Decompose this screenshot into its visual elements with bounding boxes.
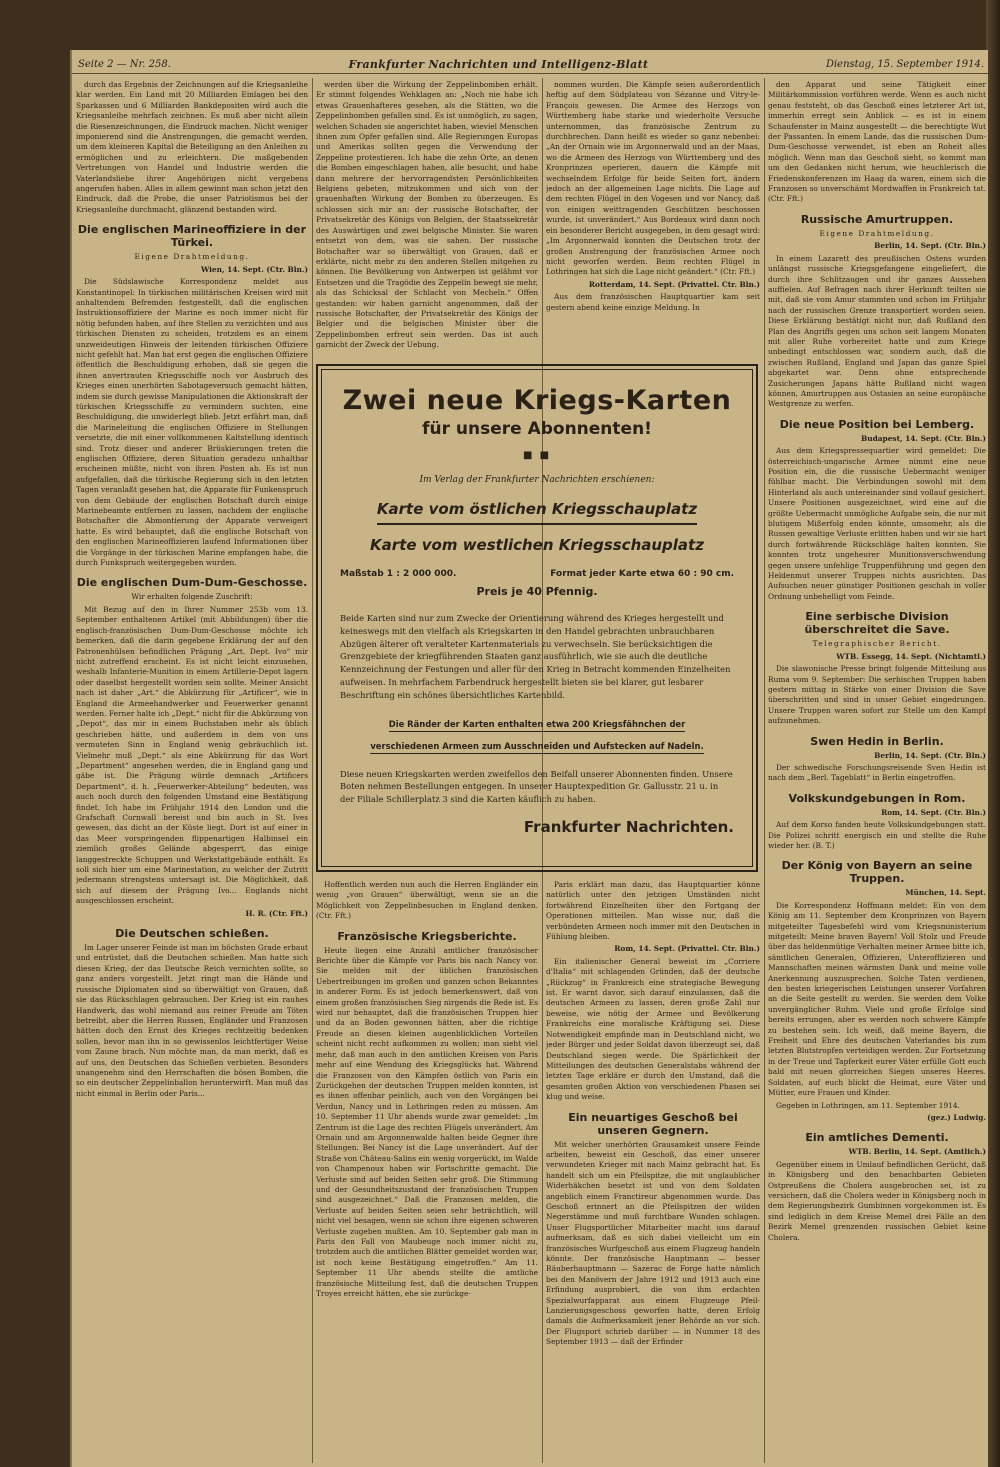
dateline: WTB. Essegg, 14. Sept. (Nichtamtl.) <box>836 651 986 661</box>
article-continuation: Hoffentlich werden nun auch die Herren Engländer ein wenig „von Grauen“ überwältigt, wenn sie an die Möglichkeit von Zeppelinbesuchen in England denken. (Ctr. Fft.) <box>316 880 538 921</box>
ad-price: Preis je 40 Pfennig. <box>476 585 598 598</box>
article-body: Die Korrespondenz Hoffmann meldet: Ein von dem König am 11. September dem Kronprinzen von Bayern mitgeteilter Tagesbefehl wird vom Kriegsministerium mitgeteilt: Meine braven Bayern! Voll Stolz und Freude über das heldenmütige Verhalten meiner Armee bitte ich, sämtlichen Generalen, Offizieren, Unteroffizieren und Mannschaften meinen wärmsten Dank und meine volle Anerkennung auszusprechen. Solche Taten verdienen, den besten kriegerischen Leistungen unserer Vorfahren an die Seite gestellt zu werden. Sie werden dem Volke unvergänglicher Ruhm. Viele und große Erfolge sind bereits errungen, aber es werden noch schwere Kämpfe zu bestehen sein. Ich weiß, daß meine Bayern, die Freiheit und Ehre des deutschen Vaterlandes bis zum letzten Blutstropfen verteidigen werden. Zur Fortsetzung in der Treue und Tapferkeit eurer Väter erfülle Gott euch bald mit neuen glorreichen Siegen unseres Heeres. Soldaten, auf euch blickt die Heimat, eure Väter und Mütter, eure Frauen und Kinder. <box>768 900 986 1098</box>
article-body: Der schwedische Forschungsreisende Sven Hedin ist nach dem „Berl. Tageblatt“ in Berlin eingetroffen. <box>768 762 986 783</box>
dateline: Budapest, 14. Sept. (Ctr. Bln.) <box>860 433 986 443</box>
dateline: Rotterdam, 14. Sept. (Privattel. Ctr. Bln.) <box>588 279 760 289</box>
wire-label: Eigene Drahtmeldung. <box>134 252 250 262</box>
dateline: Berlin, 14. Sept. (Ctr. Bln.) <box>874 241 986 251</box>
article-body: Mit welcher unerhörten Grausamkeit unsere Feinde arbeiten, beweist ein Geschoß, das einer unserer verwundeten Krieger mit nach Mainz gebracht hat. Es handelt sich um ein Pfeilspitze, die mit unglaublicher Widerhäkchen besetzt ist und von dem Soldaten angeblich einem Franctireur abgenommen wurde. Das Geschoß erinnert an die Pfeilspitzen der wilden Negerstämme und muß furchtbare Wunden schlagen. Unser Flugsportlicher Mitarbeiter macht uns darauf aufmerksam, daß es sich dabei vielleicht um ein französisches Wurfgeschoß aus einem Flugzeug handeln könnte. Der französische Hauptmann — besser Räuberhauptmann — Sazerac de Forge hatte nämlich bei den Manövern der Jahre 1912 und 1913 auch eine Erfindung ausprobiert, die von ihm erdachten Spezialwurfapparat aus einem Flugzeuge Pfeil-Lanzierungsgeschoss geworfen hatte, deren Erfolg damals die Aufmerksamkeit jener Behörde an vor sich. Der Flugsport schrieb darüber — in Nummer 18 des September 1913 — daß der Erfinder <box>546 1139 760 1347</box>
article-continuation: werden über die Wirkung der Zeppelinbomben erhält. Er stimmt folgendes Wehklagen an: „Noch nie habe ich etwas Grauenhafteres gesehen, als die Stätten, wo die Zeppelinbomben gefallen sind. Es ist unmöglich, zu sagen, welchen Schaden sie angerichtet haben, wieviel Menschen ihnen zum Opfer gefallen sind. Alle Regierungen Europas und Amerikas sollten gegen die Verwendung der Zeppeline protestieren. Ich habe die zehn Orte, an denen die Bomben eingeschlagen haben, alle besucht, und habe dann mehrere der hervorragendsten Persönlichkeiten Belgiens gebeten, mitzukommen und sich von der grauenhaften Wirkung der Bomben zu überzeugen. Es schlossen sich mir an: der russische Botschafter, der Privatsekretär des Königs von Belgien, der Staatssekretär des Auswärtigen und zwei belgische Minister. Sie waren entsetzt von dem, was sie sahen. Der russische Botschafter war so überwältigt von Grauen, daß er erklärte, nicht mehr zu den anderen Stellen mitgehen zu können. Die Bevölkerung von Antwerpen ist gelähmt vor Entsetzen und die Tragödie des Zeppelin bewegt sie mehr, als das Schicksal der Schlacht von Mecheln.“ Offen gestanden: wir haben garnicht angenommen, daß der russische Botschafter, der Privatsekretär des Königs der Belgier und die belgischen Minister über die Zeppelinbomben erfreut sein werden. Das ist auch garnicht der Zweck der Uebung. <box>316 80 538 350</box>
ad-title: Zwei neue Kriegs-Karten <box>342 385 732 416</box>
dateline: Wien, 14. Sept. (Ctr. Bln.) <box>200 264 308 274</box>
header-page-number: Seite 2 — Nr. 258. <box>78 59 171 70</box>
ad-signature: Frankfurter Nachrichten. <box>523 817 734 836</box>
column-4 <box>768 80 986 1465</box>
article-body: Gegenüber einem in Umlauf befindlichen Gerücht, daß in Königsberg und den benachbarten Gebieten Ostpreußens die Cholera ausgebrochen sei, ist zu versichern, daß die Cholera weder in Königsberg noch in dem Regierungsbezirk Gumbinnen vorgekommen ist. Es sind lediglich in dem Kreise Memel drei Fälle an den Bezirk Memel grenzenden russischen Gebiet keine Cholera. <box>768 1159 986 1242</box>
headline-rom: Volkskundgebungen in Rom. <box>788 791 966 805</box>
article-continuation: durch das Ergebnis der Zeichnungen auf die Kriegsanleihe klar werden. Ein Land mit 20 Milliarden Einlagen bei den Sparkassen und 6 Milliarden Bankdepositen wird auch die Kriegsanleihe mehrfach zeichnen. Es muß aber nicht allein die Riesenzeichnungen, die Eindruck machen. Nicht weniger imponierend sind die Anstrengungen, die gemacht werden, um dem kleineren Kapital die Beteiligung an den Anleihen zu ermöglichen und zu erleichtern. Die maßgebenden Vertretungen von Handel und Industrie werden die Vaterlandsliebe ihrer Angehörigen nicht vergebens angerufen haben. Alles in allem gewinnt man schon jetzt den Eindruck, daß die Probe, die unser Patriotismus bei der Kriegsanleihe durchmacht, glänzend bestanden wird. <box>76 80 308 214</box>
ad-publisher-line: Im Verlag der Frankfurter Nachrichten erschienen: <box>419 475 655 485</box>
ad-highlight-1: Die Ränder der Karten enthalten etwa 200 Kriegsfähnchen der <box>389 717 686 732</box>
article-continuation: Paris erklärt man dazu, das Hauptquartier könne natürlich unter den jetzigen Umständen nicht fortwährend Einzelheiten über den Fortgang der Operationen mitteilen. Man wisse nur, daß die verbündeten Armeen noch immer mit den Deutschen in Fühlung bleiben. <box>546 880 760 942</box>
headline-dumdum: Die englischen Dum-Dum-Geschosse. <box>76 576 308 590</box>
book-spine <box>986 0 1000 1467</box>
article-body: Die Südslawische Korrespondenz meldet aus Konstantinopel: In türkischen militärischen Kreisen wird mit anhaltendem Befremden festgestellt, daß die englischen Instruktionsoffiziere der Marine es noch immer nicht für nötig befunden haben, auf ihre Stellen zu verzichten und aus türkischen Diensten zu scheiden, trotzdem es an einem unzweideutigen Hinweis der leitenden türkischen Offiziere nicht gefehlt hat. Man hat erst gegen die englischen Offiziere öffentlich die Beschuldigung erhoben, daß sie gegen die ihnen anvertrauten Kriegsschiffe noch vor Ausbruch des Krieges einen unerhörten Sabotageversuch gemacht hätten, indem sie durch gewisse Manipulationen die Aktionskraft der türkischen Kriegsschiffe zu vermindern suchten, eine Beschuldigung, die unwiderlegt blieb. Jetzt erfährt man, daß die Marineleitung die englischen Offiziere in Stellungen versetzte, die mit einer vollkommenen Kaltstellung identisch sind. Trotz dieser und anderer Brüskierungen treten die englischen Offiziere, deren Situation geradezu unhaltbar erscheinen müßte, nicht von ihren Posten ab. Es ist nun aufgefallen, daß die türkische Regierung sich in den letzten Tagen veranlaßt gesehen hat, die Apparate für Funkenspruch von dem Gebäude der englischen Botschaft durch einige Marinebeamte entfernen zu lassen, nachdem der englische Botschafter die Abmontierung der Apparate verweigert hatte. Es wird behauptet, daß die englische Botschaft von den englischen Marineoffizieren laufend Informationen über die Vorgänge in der türkischen Marine empfangen habe, die durch Funkspruch weitergegeben wurden. <box>76 277 308 568</box>
ad-scale: Maßstab 1 : 2 000 000. <box>340 569 457 579</box>
dateline: Rom, 14. Sept. (Ctr. Bln.) <box>881 807 986 817</box>
column-1 <box>76 80 308 1465</box>
signature: H. R. (Ctr. Fft.) <box>245 908 308 918</box>
article-continuation: nommen wurden. Die Kämpfe seien außerordentlich heftig auf dem Südplateau von Sézanne und Vitry-le-François gewesen. Die Armee des Herzogs von Württemberg habe starke und wiederholte Versuche unternommen, das französische Zentrum zu durchbrechen. Dann heißt es wieder so ganz nebenbei: „An der Ornain wie im Argonnerwald und an der Maas, wo die Armeen des Herzogs von Württemberg und des Kronprinzen operieren, dauern die Kämpfe mit wechselndem Erfolge für beide Seiten fort, ändern jedoch an der allgemeinen Lage nichts. Die Lage auf dem rechten Flügel in den Vogesen und vor Nancy, daß von einigen weittragenden Geschützen beschossen wurde, ist unverändert.“ Aus Bordeaux wird dann noch ein besonderer Bericht ausgegeben, in dem gesagt wird: „Im Argonnerwald konnten die Deutschen trotz der großen Anstrengung der französischen Armee noch nicht geworfen werden. Beim rechten Flügel in Lothringen hat sich die Lage nicht geändert.“ (Ctr. Fft.) <box>546 80 760 277</box>
column-rule <box>764 78 765 1463</box>
article-lead: Wir erhalten folgende Zuschrift: <box>131 592 253 602</box>
column-rule <box>312 78 313 1463</box>
headline-deutschen-schiessen: Die Deutschen schießen. <box>115 927 269 941</box>
ad-map-west: Karte vom westlichen Kriegsschauplatz <box>370 536 704 554</box>
headline-kriegsberichte: Französische Kriegsberichte. <box>337 929 517 943</box>
headline-geschoss: Ein neuartiges Geschoß bei unseren Gegnern. <box>568 1110 738 1137</box>
column-2-bottom <box>316 880 538 1465</box>
headline-dementi: Ein amtliches Dementi. <box>805 1131 949 1145</box>
column-3-top <box>546 80 760 362</box>
headline-lemberg: Die neue Position bei Lemberg. <box>779 417 975 431</box>
page-header <box>72 56 988 74</box>
headline-swen-hedin: Swen Hedin in Berlin. <box>810 734 944 748</box>
headline-amurtruppen: Russische Amurtruppen. <box>800 212 954 226</box>
headline-serbische-division: Eine serbische Division überschreitet die Save. <box>804 610 950 637</box>
ad-subtitle: für unsere Abonnenten! <box>422 419 652 439</box>
header-date: Dienstag, 15. September 1914. <box>825 59 984 70</box>
signature: (gez.) Ludwig. <box>927 1112 986 1122</box>
column-3-bottom <box>546 880 760 1465</box>
article-body: Aus dem französischen Hauptquartier kam seit gestern abend keine einzige Meldung. In <box>546 292 760 312</box>
ad-ornament: ■ ■ <box>522 450 552 461</box>
ad-highlight-2: verschiedenen Armeen zum Ausschneiden und Aufstecken auf Nadeln. <box>370 739 703 754</box>
article-body: Aus dem Kriegspressequartier wird gemeldet: Die österreichisch-ungarische Armee nimmt eine neue Position ein, die die russische Uebermacht weniger fühlbar macht. Die Verbindungen sowohl mit dem Hinterland als auch untereinander sind vollauf gesichert. Unsere Positionen ausgezeichnet, wird eine auf die größte Uebermacht unmögliche Aufgabe sein, die nur mit blutigem Mißerfolg enden könnte, umsomehr, als die Russen gewaltige Verluste erlitten haben und wir sie hart durch fortwährende Rückschläge halten konnten. Sie konnten trotz ungeheurer Munitionsverschwendung gegen unsere unfehlige Truppenführung und gegen den Heldenmut unserer Truppen nichts ausrichten. Das Aufsuchen neuer günstiger Positionen geschah in voller Ordnung unbehelligt vom Feinde. <box>768 446 986 601</box>
article-body: Auf dem Korso fanden heute Volkskundgebungen statt. Die Polizei schritt energisch ein und stellte die Ruhe wieder her. (B. T.) <box>768 820 986 850</box>
ad-specs <box>340 569 734 579</box>
headline-marineoffiziere: Die englischen Marineoffiziere in der Türkei. <box>77 223 307 250</box>
dateline: Rom, 14. Sept. (Privattel. Ctr. Bln.) <box>614 944 760 954</box>
dateline: WTB. Berlin, 14. Sept. (Amtlich.) <box>848 1147 986 1157</box>
column-2-top <box>316 80 538 362</box>
wire-label: Telegraphischer Bericht. <box>812 639 942 649</box>
ad-body: Beide Karten sind nur zum Zwecke der Orientierung während des Krieges hergestellt und keineswegs mit den vielfach als Kriegskarten in den Handel gebrachten unbrauchbaren Abzügen älterer oft veralteter Kartenmaterials zu verwechseln. Sie berücksichtigen die Grenzgebiete der kriegführenden Staaten ganz ausführlich, wie sie auch die deutliche Kennzeichnung der Festungen und aller für den Krieg in Betracht kommenden Einzelheiten aufweisen. In mehrfachem Farbendruck hergestellt bieten sie bei klarer, gut lesbarer Beschriftung ein schönes übersichtliches Kartenbild. <box>340 613 731 700</box>
dateline: Berlin, 14. Sept. (Ctr. Bln.) <box>874 750 986 760</box>
order-date: Gegeben in Lothringen, am 11. September 1914. <box>776 1100 960 1110</box>
article-continuation: den Apparat und seine Tätigkeit einer Militärkommission vorführen werde. Wenn es auch nicht genau feststeht, ob das Geschoß eines letzterer Art ist, immerhin erregt sein Anblick — es ist in einem Schaufenster in Mainz ausgestellt — die berechtigte Wut der Passanten. In einem Lande, das die russischen Dum-Dum-Geschosse verwendet, ist eben an Roheit alles möglich. Wenn man das Geschoß sieht, so kommt man um den Gedanken nicht herum, wie heuchlerisch die Friedenskonferenzen im Haag da waren, einem sich die Franzosen so unverschämt Mordwaffen in Frankreich tat. (Ctr. Fft.) <box>768 80 986 204</box>
article-body: Mit Bezug auf den in Ihrer Nummer 253b vom 13. September enthaltenen Artikel (mit Abbildungen) über die englisch-französischen Dum-Dum-Geschosse möchte ich bemerken, daß die darin gegebene Erklärung der auf den Patronenhülsen befindlichen Prägung „Art. Dept. Ivo“ mir nicht zutreffend erscheint. Es ist nicht leicht einzusehen, weshalb Infanterie-Munition in einem Artillerie-Depot lagern oder daselbst hergestellt worden sein sollte. Meiner Ansicht nach ist daher „Art.“ die Abkürzung für „Artificer“, wie in England die Armeehandwerker und Feuerwerker genannt werden. Ferner halte ich „Dept.“ nicht für die Abkürzung von „Depot“, das mir in einem Buchstaben mehr als üblich geschrieben hätte, und außerdem in dem von uns vermuteten Sinn in England wenig gebräuchlich ist. Vielmehr muß „Dept.“ als eine Abkürzung für das Wort „Department“ angesehen werden, die in England gang und gäbe ist. Die Prägung würde demnach „Artificers Department“, d. h. „Feuerwerker-Abteilung“ bedeuten, was auch noch durch den folgenden Umstand eine Bestätigung findet. Ich habe im Frühjahr 1914 den London und die Grafschaft Cornwall bereist und bin auch in St. Ives gewesen, das dicht an der Küste liegt. Dort ist auf einer in das Meer vorspringenden flippenartigen Halbinsel ein ziemlich großes Gelände abgesperrt, das einige langgestreckte Schuppen und Werkstattgebäude enthält. Es soll sich hier um eine Marinestation, zu welcher der Zutritt jedermann strengstens untersagt ist. Die Möglichkeit, daß sich auf diesem der Prägung Ivo... Englands nicht ausgeschlossen erscheint. <box>76 604 308 906</box>
masthead-title: Frankfurter Nachrichten und Intelligenz-Blatt <box>348 58 649 71</box>
article-body: In einem Lazarett des preußischen Ostens wurden unlängst russische Kriegsgefangene eingeliefert, die durch ihre Schlitzaugen und ihr ganzes Aussehen auffielen. Auf Befragen nach ihrer Herkunft teilten sie mit, daß sie vom Amur stammten und schon im Frühjahr nach der russischen Grenze transportiert worden seien. Diese Erklärung bestätigt nicht nur, daß Rußland den Plan des Angriffs gegen uns schon seit langem Monaten mit aller Ruhe vorbereitet hatte und zum Kriege unbedingt entschlossen war, sondern auch, daß die zwischen Rußland, England und Japan das ganze Spiel abgekartet war. Denn ohne entsprechende Zusicherungen Japans hätte Rußland nicht wagen können, Amurtruppen aus Ostasien an seine europäische Westgrenze zu werfen. <box>768 253 986 409</box>
ad-map-east: Karte vom östlichen Kriegsschauplatz <box>377 499 697 525</box>
article-body: Die slawonische Presse bringt folgende Mitteilung aus Ruma vom 9. September: Die serbischen Truppen haben gestern mittag in Stärke von einer Division die Save überschritten und sind in unser Gebiet eingedrungen. Unsere Truppen waren sofort zur Stelle um den Kampf aufzunehmen. <box>768 664 986 726</box>
newspaper-page <box>70 50 988 1467</box>
article-body: Im Lager unserer Feinde ist man im höchsten Grade erbaut und entrüstet, daß die Deutschen schießen. Man hatte sich diesen Krieg, der das Deutsche Reich vernichten sollte, so ganz anders vorgestellt. Jetzt ringt man die Hände und russische Diplomaten sind so überwältigt von Grauen, daß sie das Rückschlagen gebrauchen. Der Krieg ist ein rauhes Handwerk, das wohl niemand aus reiner Freude am Töten betreibt, aber die Herren Russen, Engländer und Franzosen hätten doch den Ernst des Krieges rechtzeitig bedenken sollen, bevor man ihn in so gewissenlos leichtfertiger Weise vom Zaune brach. Nun möchte man, da man merkt, daß es auf uns, den Deutschen das Schießen verbieten. Besonders unangenehm sind den Herrschaften die bösen Bomben, die so ein deutscher Zeppelinballon herunterwirft. Man muß das nicht einmal in Berlin oder Paris... <box>76 943 308 1098</box>
wire-label: Eigene Drahtmeldung. <box>819 228 935 238</box>
headline-koenig-bayern: Der König von Bayern an seine Truppen. <box>781 859 973 886</box>
article-body: Ein italienischer General beweist im „Corriere d'Italia“ mit schlagenden Gründen, daß der deutsche „Rückzug“ in Frankreich eine strategische Bewegung ist. Er warnt davor, sich darauf einzulassen, daß die deutschen Armeen zu lassen, deren große Zahl nur beweise, wie nötig der Armee und Bevölkerung Frankreichs eine moralische Kräftigung sei. Diese Notwendigkeit empfinde man in Deutschland nicht, wo jeder Bürger und jeder Soldat davon überzeugt sei, daß Deutschland siegen werde. Die Spärlichkeit der Mitteilungen des deutschen Generalstabs während der letzten Tage erkläre er durch den Umstand, daß die gesamten großen Aktion von verschiedenen Phasen sei klug und weise. <box>546 956 760 1102</box>
map-advertisement <box>316 364 758 872</box>
ad-format: Format jeder Karte etwa 60 : 90 cm. <box>550 569 734 579</box>
dateline: München, 14. Sept. <box>905 888 986 898</box>
article-body: Heute liegen eine Anzahl amtlicher französischer Berichte über die Kämpfe vor Paris bis nach Nancy vor. Sie melden mit der üblichen französischen Uebertreibungen im großen und ganzen schon Bekanntes in anderer Form. Es ist jedoch bemerkenswert, daß von einem großen französischen Sieg nirgends die Rede ist. Es wird nur behauptet, daß die französischen Truppen hier und da an Boden gewonnen hätten, aber die richtige Freude an diesen kleinen augenblicklichen Vorteilen scheint nicht recht aufkommen zu wollen; man sieht viel mehr, daß man auch in den amtlichen Kreisen von Paris mehr auf eine Wendung des Kriegsglücks hat. Während die Franzosen von den Kämpfen östlich von Paris ein Zurückgehen der deutschen Truppen melden konnten, ist es ihnen offenbar peinlich, auch von den Vorgängen bei Verdun, Nancy und in Lothringen reden zu müssen. Am 10. September 11 Uhr abends wurde zwar gemeldet: „Im Zentrum ist die Lage des rechten Flügels unverändert. Am Ornain und am Argonnenwalde halten beide Gegner ihre Stellungen. Bei Nancy ist die Lage unverändert. Auf der Straße von Château-Salins ein wenig vorgerückt, im Walde von Champenoux haben wir Fortschritte gemacht. Die Verluste sind auf beiden Seiten sehr groß. Die Stimmung und der Gesundheitszustand der französischen Truppen sind ausgezeichnet.“ Daß die Franzosen melden, die Verluste auf beiden Seiten seien sehr beträchtlich, will nicht viel besagen, wenn sie schon ihre eigenen schweren Verluste zugeben mußten. Am 10. September gab man in Paris den Fall von Maubeuge noch immer nicht zu, trotzdem auch die amtlichen Blätter gemeldet worden war, ist noch keine Bestätigung eingetroffen.“ Am 11. September 11 Uhr abends stellte die amtliche französische Mitteilung fest, daß die deutschen Truppen Troyes erreicht hätten, ehe sie zurückge- <box>316 945 538 1299</box>
ad-body-2: Diese neuen Kriegskarten werden zweifellos den Beifall unserer Abonnenten finden. Unsere Boten nehmen Bestellungen entgegen. In unserer Hauptexpedition Gr. Gallusstr. 21 u. in der Filiale Schillerplatz 3 sind die Karten käuflich zu haben. <box>340 768 733 805</box>
